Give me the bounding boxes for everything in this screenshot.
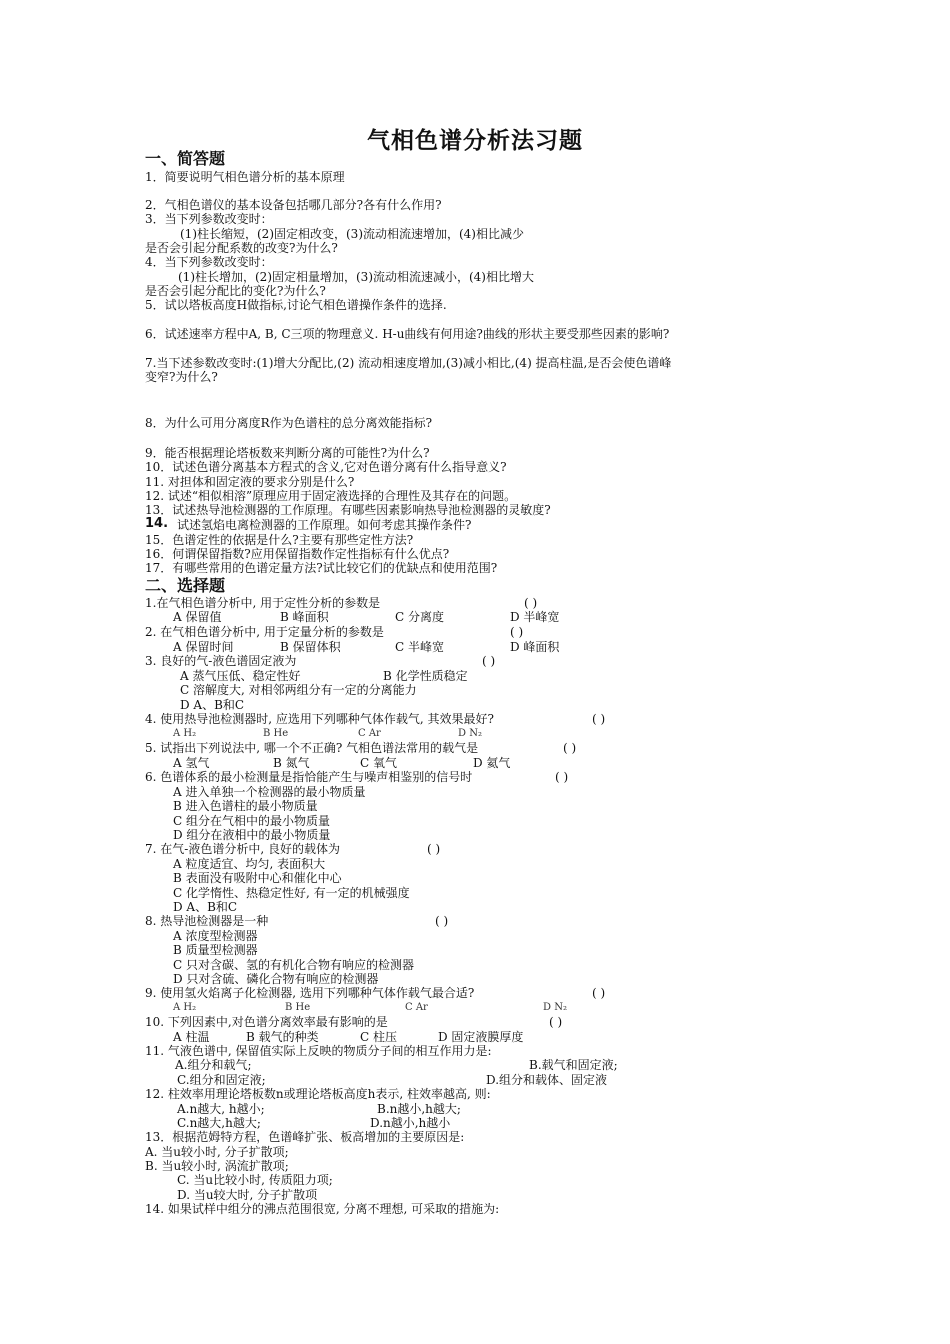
answer-blank: ( ): [555, 770, 569, 784]
option: B.n越小,h越大;: [377, 1102, 461, 1116]
mcq-question: 4. 使用热导池检测器时, 应选用下列哪种气体作载气, 其效果最好?: [145, 712, 494, 726]
option: C 分离度: [395, 610, 444, 624]
mcq-question: 5. 试指出下列说法中, 哪一个不正确? 气相色谱法常用的载气是: [145, 741, 479, 755]
option: C Ar: [358, 728, 381, 739]
option: D 峰面积: [510, 640, 560, 654]
question-line: 10．试述色谱分离基本方程式的含义,它对色谱分离有什么指导意义?: [145, 460, 507, 474]
answer-blank: ( ): [549, 1015, 563, 1029]
question-line: 13．试述热导池检测器的工作原理。有哪些因素影响热导池检测器的灵敏度?: [145, 503, 551, 517]
option: A.n越大, h越小;: [177, 1102, 265, 1116]
answer-blank: ( ): [427, 842, 441, 856]
option: D 氦气: [473, 756, 511, 770]
option: D N₂: [543, 1002, 567, 1013]
question-line: 11. 对担体和固定液的要求分别是什么?: [145, 475, 355, 489]
answer-blank: ( ): [524, 596, 538, 610]
option: C.n越大,h越大;: [177, 1116, 261, 1130]
option: C.组分和固定液;: [177, 1073, 266, 1087]
option: C. 当u比较小时, 传质阻力项;: [177, 1173, 333, 1187]
option: C 只对含碳、氢的有机化合物有响应的检测器: [173, 958, 414, 972]
option: A H₂: [173, 1002, 197, 1013]
option: C 组分在气相中的最小物质量: [173, 814, 330, 828]
question-line: 5．试以塔板高度H做指标,讨论气相色谱操作条件的选择.: [145, 298, 447, 312]
mcq-question: 13．根据范姆特方程，色谱峰扩张、板高增加的主要原因是:: [145, 1130, 465, 1144]
option: D 半峰宽: [510, 610, 560, 624]
question-line: 17．有哪些常用的色谱定量方法?试比较它们的优缺点和使用范围?: [145, 561, 498, 575]
option: A 蒸气压低、稳定性好: [180, 669, 301, 683]
option: B He: [263, 728, 289, 739]
option: A 氢气: [173, 756, 210, 770]
question-line: 15．色谱定性的依据是什么?主要有那些定性方法?: [145, 533, 414, 547]
option: C Ar: [405, 1002, 428, 1013]
option: B 峰面积: [280, 610, 329, 624]
answer-blank: ( ): [510, 625, 524, 639]
option: A 粒度适宜、均匀, 表面积大: [173, 857, 326, 871]
section-heading-multiple-choice: 二、选择题: [145, 576, 226, 595]
option: B He: [285, 1002, 311, 1013]
mcq-question: 8. 热导池检测器是一种: [145, 914, 269, 928]
option: D A、B和C: [173, 900, 238, 914]
option: B 化学性质稳定: [383, 669, 468, 683]
option: C 化学惰性、热稳定性好, 有一定的机械强度: [173, 886, 410, 900]
option: C 柱压: [360, 1030, 397, 1044]
question-line: 4．当下列参数改变时：: [145, 255, 273, 269]
option: A 保留时间: [173, 640, 234, 654]
option: B 质量型检测器: [173, 943, 258, 957]
option: B 氮气: [273, 756, 310, 770]
option: D N₂: [458, 728, 482, 739]
option: C 溶解度大, 对相邻两组分有一定的分离能力: [180, 683, 417, 697]
question-line: 是否会引起分配系数的改变?为什么?: [145, 241, 338, 255]
option: B 表面没有吸附中心和催化中心: [173, 871, 342, 885]
question-line: 9．能否根据理论塔板数来判断分离的可能性?为什么?: [145, 446, 430, 460]
option: B 保留体积: [280, 640, 341, 654]
question-line: 8．为什么可用分离度R作为色谱柱的总分离效能指标?: [145, 416, 433, 430]
question-line: 12. 试述“相似相溶”原理应用于固定液选择的合理性及其存在的问题。: [145, 489, 517, 503]
answer-blank: ( ): [482, 654, 496, 668]
option: A 保留值: [173, 610, 222, 624]
question-line: 16．何谓保留指数?应用保留指数作定性指标有什么优点?: [145, 547, 450, 561]
question-line: (1)柱长增加，(2)固定相量增加，(3)流动相流速减小，(4)相比增大: [178, 270, 534, 284]
question-line: 7.当下述参数改变时:(1)增大分配比,(2) 流动相速度增加,(3)减小相比,(4) 提高柱温,是否会使色谱峰: [145, 356, 672, 370]
question-line: 变窄?为什么?: [145, 370, 218, 384]
question-line: 试述氢焰电离检测器的工作原理。如何考虑其操作条件?: [177, 518, 472, 532]
option: D 只对含硫、磷化合物有响应的检测器: [173, 972, 379, 986]
mcq-question: 1.在气相色谱分析中, 用于定性分析的参数是: [145, 596, 381, 610]
option: A 柱温: [173, 1030, 210, 1044]
question-line: 3．当下列参数改变时：: [145, 212, 273, 226]
mcq-question: 6. 色谱体系的最小检测量是指恰能产生与噪声相鉴别的信号时: [145, 770, 473, 784]
option: B. 当u较小时, 涡流扩散项;: [145, 1159, 289, 1173]
answer-blank: ( ): [592, 986, 606, 1000]
option: A.组分和载气;: [175, 1058, 252, 1072]
mcq-question: 11. 气液色谱中, 保留值实际上反映的物质分子间的相互作用力是:: [145, 1044, 492, 1058]
option: B.载气和固定液;: [529, 1058, 618, 1072]
option: A 进入单独一个检测器的最小物质量: [173, 785, 366, 799]
option: D. 当u较大时, 分子扩散项: [177, 1188, 318, 1202]
answer-blank: ( ): [592, 712, 606, 726]
mcq-question: 14. 如果试样中组分的沸点范围很宽, 分离不理想, 可采取的措施为:: [145, 1202, 500, 1216]
question-line: 1．简要说明气相色谱分析的基本原理: [145, 170, 345, 184]
answer-blank: ( ): [435, 914, 449, 928]
option: D A、B和C: [180, 698, 245, 712]
question-line: 6．试述速率方程中A, B, C三项的物理意义. H-u曲线有何用途?曲线的形状主要受那些因素的影响?: [145, 327, 670, 341]
mcq-question: 9. 使用氢火焰离子化检测器, 选用下列哪种气体作载气最合适?: [145, 986, 475, 1000]
option: B 进入色谱柱的最小物质量: [173, 799, 318, 813]
section-heading-short-answer: 一、简答题: [145, 149, 226, 168]
mcq-question: 2. 在气相色谱分析中, 用于定量分析的参数是: [145, 625, 384, 639]
option: D 组分在液相中的最小物质量: [173, 828, 331, 842]
option: A 浓度型检测器: [173, 929, 258, 943]
option: A H₂: [173, 728, 197, 739]
question-number: 14.: [145, 516, 169, 531]
question-line: (1)柱长缩短，(2)固定相改变，(3)流动相流速增加，(4)相比减少: [180, 227, 524, 241]
answer-blank: ( ): [563, 741, 577, 755]
mcq-question: 3. 良好的气-液色谱固定液为: [145, 654, 297, 668]
mcq-question: 7. 在气-液色谱分析中, 良好的载体为: [145, 842, 340, 856]
page-title: 气相色谱分析法习题: [367, 128, 583, 154]
option: C 氧气: [360, 756, 397, 770]
mcq-question: 12. 柱效率用理论塔板数n或理论塔板高度h表示, 柱效率越高, 则:: [145, 1087, 491, 1101]
question-line: 是否会引起分配比的变化?为什么?: [145, 284, 326, 298]
option: B 载气的种类: [246, 1030, 319, 1044]
option: C 半峰宽: [395, 640, 444, 654]
mcq-question: 10. 下列因素中,对色谱分离效率最有影响的是: [145, 1015, 388, 1029]
question-line: 2．气相色谱仪的基本设备包括哪几部分?各有什么作用?: [145, 198, 442, 212]
option: D 固定液膜厚度: [438, 1030, 524, 1044]
option: A. 当u较小时, 分子扩散项;: [145, 1145, 289, 1159]
option: D.n越小,h越小: [370, 1116, 451, 1130]
option: D.组分和载体、固定液: [486, 1073, 608, 1087]
